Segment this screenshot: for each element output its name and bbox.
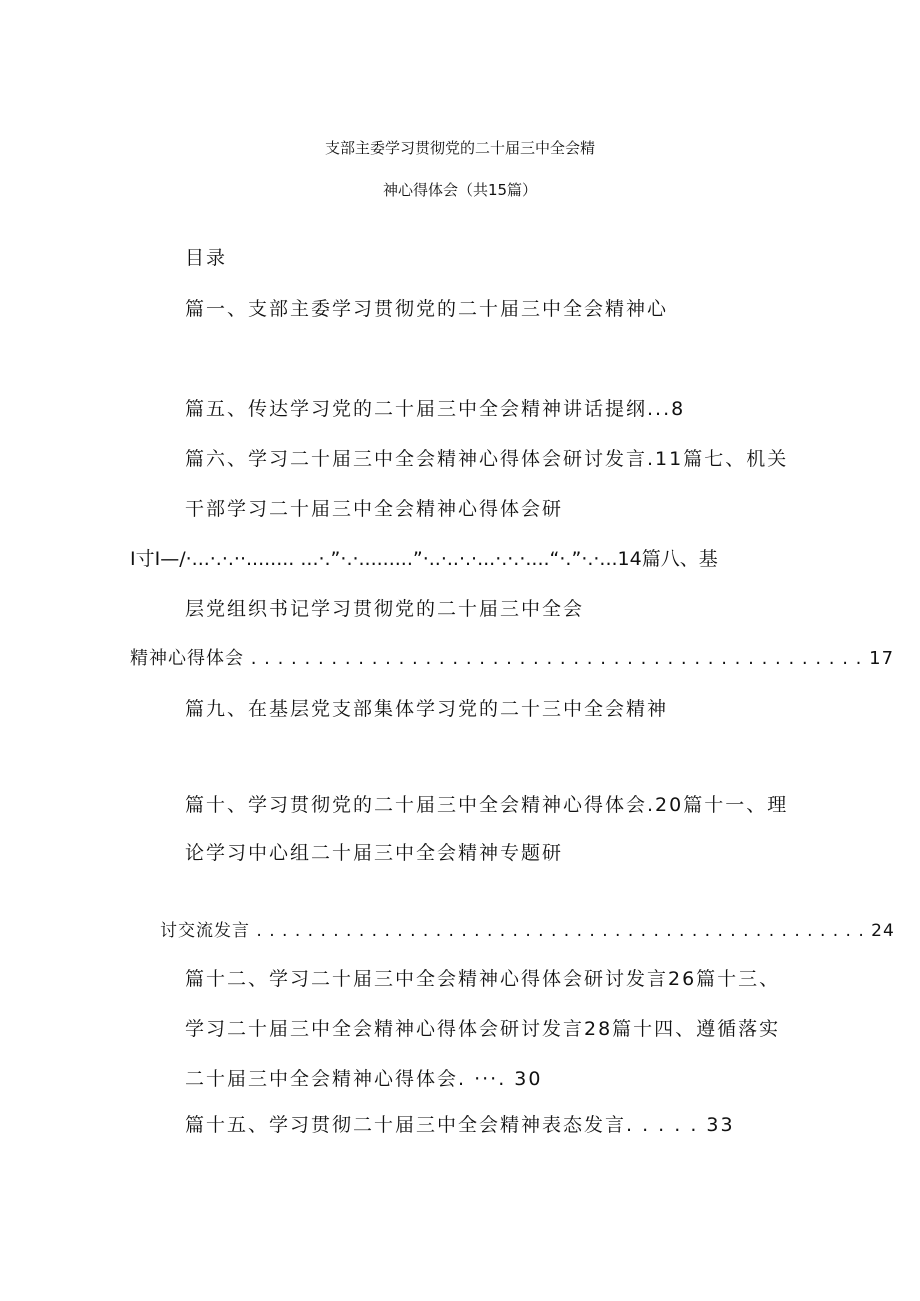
toc-entry: 讨交流发言 . . . . . . . . . . . . . . . . . . . . . . . . . . . . . . . . . . . . . . . . . . . . . . . . 24 <box>160 921 895 941</box>
document-title-line-2: 神心得体会（共15篇） <box>382 181 538 199</box>
toc-entry: 篇十二、学习二十届三中全会精神心得体会研讨发言26篇十三、 <box>185 968 781 990</box>
toc-entry: 篇六、学习二十届三中全会精神心得体会研讨发言.11篇七、机关 <box>185 448 789 470</box>
toc-entry: 学习二十届三中全会精神心得体会研讨发言28篇十四、遵循落实 <box>185 1018 781 1040</box>
toc-heading: 目录 <box>185 247 228 269</box>
toc-entry: 层党组织书记学习贯彻党的二十届三中全会 <box>185 598 585 620</box>
toc-entry: 论学习中心组二十届三中全会精神专题研 <box>185 842 564 864</box>
toc-entry: 精神心得体会 . . . . . . . . . . . . . . . . . . . . . . . . . . . . . . . . . . . . . . . . . . . . . . 17 <box>130 648 895 669</box>
toc-entry: I寸I—/·...·.·.··........ ...·.”·.·.........”·..·..·.·...·.·.·....“·.”·.·...14篇八、基 <box>130 548 718 570</box>
toc-entry: 篇五、传达学习党的二十届三中全会精神讲话提纲...8 <box>185 398 686 420</box>
toc-entry: 干部学习二十届三中全会精神心得体会研 <box>185 498 564 520</box>
document-title-line-1: 支部主委学习贯彻党的二十届三中全会精 <box>324 139 595 157</box>
toc-entry: 篇十、学习贯彻党的二十届三中全会精神心得体会.20篇十一、理 <box>185 794 789 816</box>
toc-entry: 篇九、在基层党支部集体学习党的二十三中全会精神 <box>185 698 669 720</box>
toc-entry: 二十届三中全会精神心得体会. ···. 30 <box>185 1068 543 1090</box>
toc-entry: 篇一、支部主委学习贯彻党的二十届三中全会精神心 <box>185 298 669 320</box>
toc-entry: 篇十五、学习贯彻二十届三中全会精神表态发言. . . . . 33 <box>185 1114 735 1136</box>
